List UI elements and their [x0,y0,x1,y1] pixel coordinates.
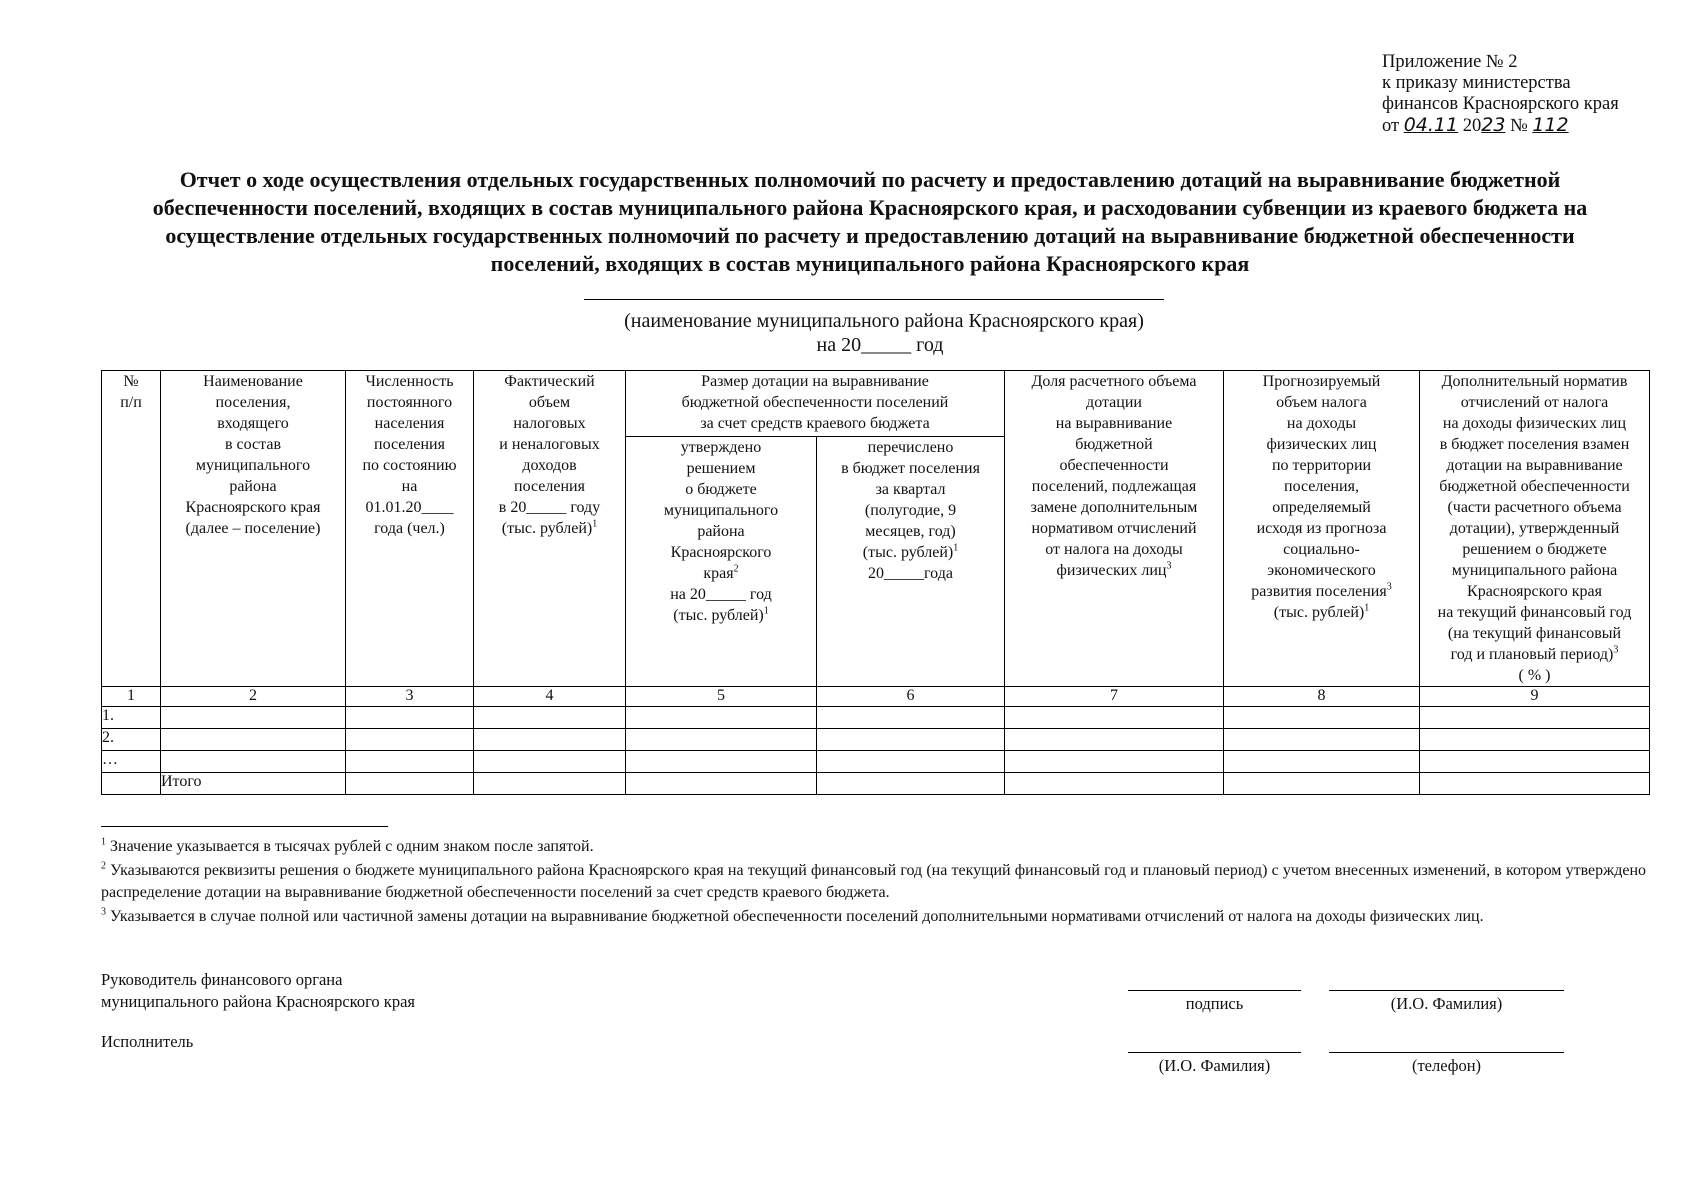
table-cell [474,729,626,751]
total-row [102,773,1650,795]
column-number-row [102,687,1650,707]
column-number: 1 [102,687,161,707]
head-title-line-1: Руководитель финансового органа [101,970,343,989]
header-col-4-text: Фактический объем налоговых и неналоговых доходов поселения в 20_____ году (тыс. рублей) [498,373,601,537]
appendix-block [1382,52,1682,137]
header-row-1 [102,371,1650,437]
footnote-2-text: Указываются реквизиты решения о бюджете муниципального района Красноярского края на текущий финансовый год (на текущий финансовый год и плановый период) с учетом внесенных изменений, в котором утверждено распределение дотации на выравнивание бюджетной обеспеченности поселений за счет средств краевого бюджета. [101,862,1646,901]
header-col-8-units: (тыс. рублей) [1273,604,1365,621]
total-label: Итого [161,773,346,795]
header-col-9-text: Дополнительный норматив отчислений от налога на доходы физических лиц в бюджет поселения взамен дотации на выравнивание бюджетной обеспеченности (части расчетного объема дотации), утвержденный решением о бюджете муниципального района Красноярского края на текущий финансовый год (на текущий финансовый год и плановый период) [1437,373,1632,663]
table-cell [1224,751,1420,773]
executor-label: Исполнитель [101,1032,194,1051]
number-label: № [1510,116,1528,136]
column-number: 8 [1224,687,1420,707]
table-cell [346,751,474,773]
table-row [102,707,1650,729]
table-cell [626,773,817,795]
name-caption-1: (И.О. Фамилия) [1390,994,1503,1013]
header-col-8 [1224,371,1420,687]
appendix-line-2: к приказу министерства [1382,73,1571,93]
header-col-8-sup-b: 1 [1364,602,1370,614]
row-number: 2. [102,729,161,751]
date-year-prefix: 20 [1462,116,1482,136]
table-cell [817,729,1005,751]
row-number: … [102,751,161,773]
table-cell [1005,707,1224,729]
table-cell [626,751,817,773]
header-col-3: Численность постоянного населения поселения по состоянию на 01.01.20____ года (чел.) [346,371,474,687]
row-name [161,729,346,751]
table-cell [474,751,626,773]
signature-line [1128,990,1301,991]
footnote-separator [101,826,388,827]
header-col-6-sup: 1 [953,542,959,554]
footnote-2-mark: 2 [101,860,106,872]
table-cell [1420,773,1650,795]
table-cell [346,729,474,751]
footnote-3-mark: 3 [101,906,106,918]
footnote-2 [101,860,1646,904]
header-col-4-sup: 1 [592,518,598,530]
header-col-2: Наименование поселения, входящего в состав муниципального района Красноярского края (далее – поселение) [161,371,346,687]
table-cell [1005,729,1224,751]
header-col-5-sup-a: 2 [733,563,739,575]
table-cell [1224,707,1420,729]
head-title-line-2: муниципального района Красноярского края [101,992,415,1011]
header-col-6-text: перечислено в бюджет поселения за квартал (полугодие, 9 месяцев, год) (тыс. рублей) [841,439,980,561]
report-title: Отчет о ходе осуществления отдельных государственных полномочий по расчету и предоставлению дотаций на выравнивание бюджетной обеспеченности поселений, входящих в состав муниципального района Красноярского края, и расходовании субвенции из краевого бюджета на осуществление отдельных государственных полномочий по расчету и предоставлению дотаций на выравнивание бюджетной обеспеченности поселений, входящих в состав муниципального района Красноярского края [152,167,1588,276]
header-col-9-units: ( % ) [1518,667,1551,684]
row-number: 1. [102,707,161,729]
column-number: 9 [1420,687,1650,707]
header-col-9-sup: 3 [1613,644,1619,656]
year-caption: на 20_____ год [816,334,944,356]
phone-caption: (телефон) [1411,1056,1482,1075]
table-row [102,729,1650,751]
table-cell [474,707,626,729]
table-cell [346,773,474,795]
footnote-1-mark: 1 [101,836,106,848]
district-caption: (наименование муниципального района Красноярского края) [624,310,1144,332]
header-col-6 [817,437,1005,687]
header-col-8-text: Прогнозируемый объем налога на доходы физических лиц по территории поселения, определяемый исходя из прогноза социально- экономического развития поселения [1251,373,1387,600]
column-number: 5 [626,687,817,707]
appendix-line-1: Приложение № 2 [1382,52,1518,72]
table-cell [1005,773,1224,795]
name-line-1 [1329,990,1564,991]
executor-name-line [1128,1052,1301,1053]
table-cell [817,773,1005,795]
table-cell [1420,729,1650,751]
header-col-7-text: Доля расчетного объема дотации на выравнивание бюджетной обеспеченности поселений, подлежащая замене дополнительным нормативом отчислений от налога на доходы физических лиц [1030,373,1198,579]
header-col-5-year: на 20_____ год (тыс. рублей) [670,586,772,624]
table-cell [626,707,817,729]
appendix-date-line [1382,115,1682,137]
table-cell [626,729,817,751]
footnote-3 [101,906,1646,928]
head-title [101,969,701,1013]
report-table [101,370,1650,795]
header-col-6-year: 20_____года [868,565,953,582]
table-cell [346,707,474,729]
header-col-5-sup-b: 1 [763,605,769,617]
footnote-1 [101,836,1646,858]
name-caption-2: (И.О. Фамилия) [1158,1056,1271,1075]
header-col-5 [626,437,817,687]
footnote-3-text: Указывается в случае полной или частичной замены дотации на выравнивание бюджетной обеспеченности поселений дополнительными нормативами отчислений от налога на доходы физических лиц. [106,908,1484,925]
header-col-5-text: утверждено решением о бюджете муниципального района Красноярского края [663,439,779,582]
column-number: 6 [817,687,1005,707]
table-cell [1224,773,1420,795]
order-number: 112 [1532,114,1569,136]
table-cell [1005,751,1224,773]
table-cell [102,773,161,795]
column-number: 2 [161,687,346,707]
date-year-suffix: 23 [1481,114,1506,136]
column-number: 4 [474,687,626,707]
table-cell [817,751,1005,773]
table-cell [1420,707,1650,729]
header-col-1: № п/п [102,371,161,687]
date-prefix: от [1382,116,1400,136]
table-row [102,751,1650,773]
header-group-5-6: Размер дотации на выравнивание бюджетной обеспеченности поселений за счет средств краевого бюджета [626,371,1005,437]
signature-caption: подпись [1185,994,1244,1013]
header-col-4 [474,371,626,687]
column-number: 7 [1005,687,1224,707]
phone-line [1329,1052,1564,1053]
header-col-8-sup-a: 3 [1386,581,1392,593]
row-name [161,751,346,773]
date-day-month: 04.11 [1403,114,1459,136]
footnote-1-text: Значение указывается в тысячах рублей с одним знаком после запятой. [106,838,594,855]
table-cell [817,707,1005,729]
appendix-line-3: финансов Красноярского края [1382,94,1619,114]
table-cell [1224,729,1420,751]
table-cell [474,773,626,795]
header-col-7 [1005,371,1224,687]
table-cell [1420,751,1650,773]
header-col-9 [1420,371,1650,687]
footnotes [101,836,1646,930]
column-number: 3 [346,687,474,707]
header-col-7-sup: 3 [1166,560,1172,572]
row-name [161,707,346,729]
district-name-underline [584,299,1164,300]
